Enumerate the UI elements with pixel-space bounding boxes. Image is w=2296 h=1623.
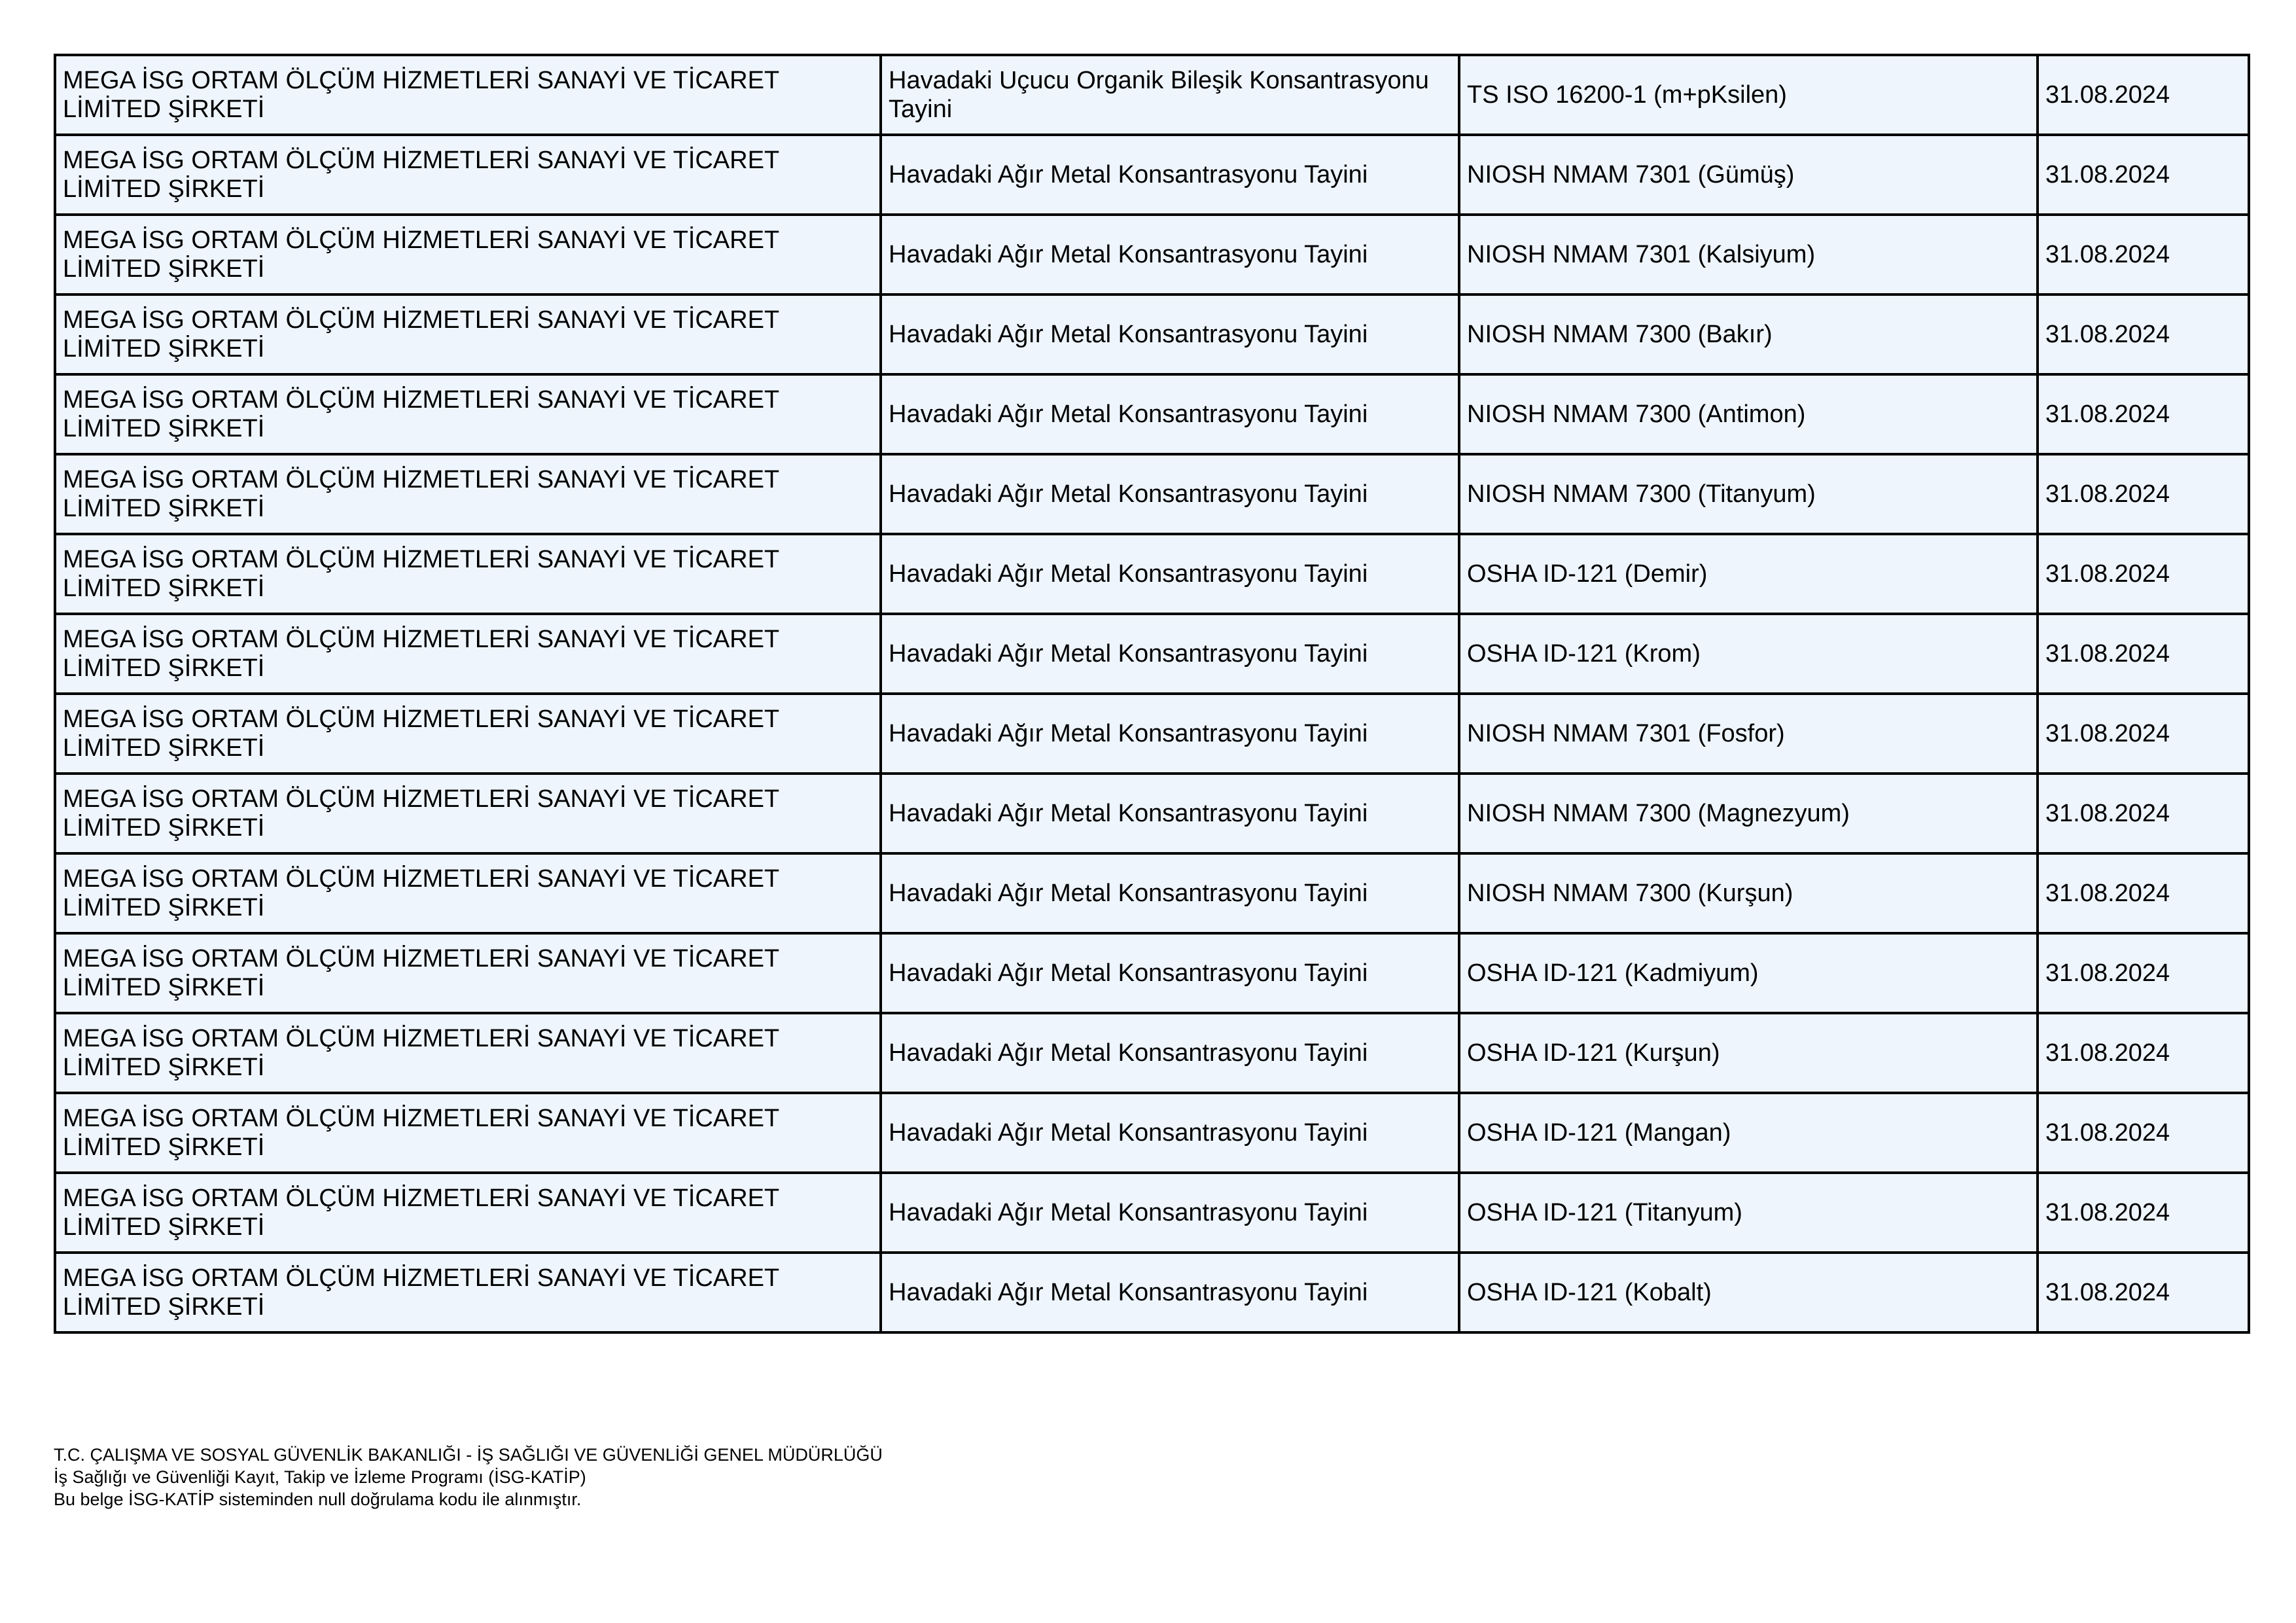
analysis-cell: Havadaki Ağır Metal Konsantrasyonu Tayini bbox=[881, 534, 1459, 614]
table-row bbox=[55, 55, 2249, 135]
firm-cell: MEGA İSG ORTAM ÖLÇÜM HİZMETLERİ SANAYİ VE TİCARET LİMİTED ŞİRKETİ bbox=[55, 853, 881, 933]
firm-cell: MEGA İSG ORTAM ÖLÇÜM HİZMETLERİ SANAYİ VE TİCARET LİMİTED ŞİRKETİ bbox=[55, 694, 881, 774]
analysis-cell: Havadaki Ağır Metal Konsantrasyonu Tayini bbox=[881, 215, 1459, 294]
table-row bbox=[55, 215, 2249, 294]
date-cell: 31.08.2024 bbox=[2038, 55, 2249, 135]
method-cell: OSHA ID-121 (Kurşun) bbox=[1459, 1013, 2038, 1093]
footer-verification-line: Bu belge İSG-KATİP sisteminden null doğrulama kodu ile alınmıştır. bbox=[54, 1489, 582, 1509]
date-cell: 31.08.2024 bbox=[2038, 1093, 2249, 1173]
analysis-cell: Havadaki Ağır Metal Konsantrasyonu Tayini bbox=[881, 1093, 1459, 1173]
table-row bbox=[55, 534, 2249, 614]
method-cell: OSHA ID-121 (Kobalt) bbox=[1459, 1253, 2038, 1332]
firm-cell: MEGA İSG ORTAM ÖLÇÜM HİZMETLERİ SANAYİ VE TİCARET LİMİTED ŞİRKETİ bbox=[55, 534, 881, 614]
date-cell: 31.08.2024 bbox=[2038, 933, 2249, 1013]
date-cell: 31.08.2024 bbox=[2038, 774, 2249, 853]
firm-cell: MEGA İSG ORTAM ÖLÇÜM HİZMETLERİ SANAYİ VE TİCARET LİMİTED ŞİRKETİ bbox=[55, 614, 881, 694]
table-row bbox=[55, 135, 2249, 215]
firm-cell: MEGA İSG ORTAM ÖLÇÜM HİZMETLERİ SANAYİ VE TİCARET LİMİTED ŞİRKETİ bbox=[55, 1093, 881, 1173]
table-row bbox=[55, 853, 2249, 933]
table-row bbox=[55, 294, 2249, 374]
table-row bbox=[55, 1013, 2249, 1093]
footer-ministry-line: T.C. ÇALIŞMA VE SOSYAL GÜVENLİK BAKANLIĞI - İŞ SAĞLIĞI VE GÜVENLİĞİ GENEL MÜDÜRLÜĞÜ bbox=[54, 1445, 883, 1465]
analysis-cell: Havadaki Uçucu Organik Bileşik Konsantrasyonu Tayini bbox=[881, 55, 1459, 135]
analysis-cell: Havadaki Ağır Metal Konsantrasyonu Tayini bbox=[881, 853, 1459, 933]
table-body bbox=[55, 55, 2249, 1332]
firm-cell: MEGA İSG ORTAM ÖLÇÜM HİZMETLERİ SANAYİ VE TİCARET LİMİTED ŞİRKETİ bbox=[55, 215, 881, 294]
firm-cell: MEGA İSG ORTAM ÖLÇÜM HİZMETLERİ SANAYİ VE TİCARET LİMİTED ŞİRKETİ bbox=[55, 454, 881, 534]
date-cell: 31.08.2024 bbox=[2038, 614, 2249, 694]
table-row bbox=[55, 374, 2249, 454]
method-cell: OSHA ID-121 (Krom) bbox=[1459, 614, 2038, 694]
date-cell: 31.08.2024 bbox=[2038, 374, 2249, 454]
firm-cell: MEGA İSG ORTAM ÖLÇÜM HİZMETLERİ SANAYİ VE TİCARET LİMİTED ŞİRKETİ bbox=[55, 1253, 881, 1332]
firm-cell: MEGA İSG ORTAM ÖLÇÜM HİZMETLERİ SANAYİ VE TİCARET LİMİTED ŞİRKETİ bbox=[55, 1013, 881, 1093]
analysis-cell: Havadaki Ağır Metal Konsantrasyonu Tayini bbox=[881, 1173, 1459, 1253]
firm-cell: MEGA İSG ORTAM ÖLÇÜM HİZMETLERİ SANAYİ VE TİCARET LİMİTED ŞİRKETİ bbox=[55, 55, 881, 135]
document-footer bbox=[54, 1444, 2213, 1510]
table-row bbox=[55, 614, 2249, 694]
analysis-cell: Havadaki Ağır Metal Konsantrasyonu Tayini bbox=[881, 1253, 1459, 1332]
footer-program-line: İş Sağlığı ve Güvenliği Kayıt, Takip ve İzleme Programı (İSG-KATİP) bbox=[54, 1467, 586, 1487]
date-cell: 31.08.2024 bbox=[2038, 694, 2249, 774]
date-cell: 31.08.2024 bbox=[2038, 135, 2249, 215]
method-cell: NIOSH NMAM 7300 (Titanyum) bbox=[1459, 454, 2038, 534]
analysis-cell: Havadaki Ağır Metal Konsantrasyonu Tayini bbox=[881, 1013, 1459, 1093]
firm-cell: MEGA İSG ORTAM ÖLÇÜM HİZMETLERİ SANAYİ VE TİCARET LİMİTED ŞİRKETİ bbox=[55, 774, 881, 853]
method-cell: NIOSH NMAM 7300 (Antimon) bbox=[1459, 374, 2038, 454]
analysis-cell: Havadaki Ağır Metal Konsantrasyonu Tayini bbox=[881, 614, 1459, 694]
analysis-cell: Havadaki Ağır Metal Konsantrasyonu Tayini bbox=[881, 933, 1459, 1013]
firm-cell: MEGA İSG ORTAM ÖLÇÜM HİZMETLERİ SANAYİ VE TİCARET LİMİTED ŞİRKETİ bbox=[55, 135, 881, 215]
analysis-cell: Havadaki Ağır Metal Konsantrasyonu Tayini bbox=[881, 135, 1459, 215]
method-cell: NIOSH NMAM 7300 (Kurşun) bbox=[1459, 853, 2038, 933]
analysis-cell: Havadaki Ağır Metal Konsantrasyonu Tayini bbox=[881, 374, 1459, 454]
method-cell: NIOSH NMAM 7300 (Bakır) bbox=[1459, 294, 2038, 374]
firm-cell: MEGA İSG ORTAM ÖLÇÜM HİZMETLERİ SANAYİ VE TİCARET LİMİTED ŞİRKETİ bbox=[55, 1173, 881, 1253]
table-row bbox=[55, 454, 2249, 534]
method-cell: NIOSH NMAM 7301 (Fosfor) bbox=[1459, 694, 2038, 774]
date-cell: 31.08.2024 bbox=[2038, 853, 2249, 933]
method-cell: OSHA ID-121 (Demir) bbox=[1459, 534, 2038, 614]
date-cell: 31.08.2024 bbox=[2038, 454, 2249, 534]
method-cell: OSHA ID-121 (Titanyum) bbox=[1459, 1173, 2038, 1253]
method-cell: NIOSH NMAM 7301 (Gümüş) bbox=[1459, 135, 2038, 215]
date-cell: 31.08.2024 bbox=[2038, 534, 2249, 614]
date-cell: 31.08.2024 bbox=[2038, 215, 2249, 294]
method-cell: NIOSH NMAM 7301 (Kalsiyum) bbox=[1459, 215, 2038, 294]
table-row bbox=[55, 1093, 2249, 1173]
method-cell: OSHA ID-121 (Mangan) bbox=[1459, 1093, 2038, 1173]
date-cell: 31.08.2024 bbox=[2038, 294, 2249, 374]
date-cell: 31.08.2024 bbox=[2038, 1173, 2249, 1253]
date-cell: 31.08.2024 bbox=[2038, 1013, 2249, 1093]
analysis-cell: Havadaki Ağır Metal Konsantrasyonu Tayini bbox=[881, 454, 1459, 534]
analysis-cell: Havadaki Ağır Metal Konsantrasyonu Tayini bbox=[881, 294, 1459, 374]
method-cell: NIOSH NMAM 7300 (Magnezyum) bbox=[1459, 774, 2038, 853]
analysis-cell: Havadaki Ağır Metal Konsantrasyonu Tayini bbox=[881, 694, 1459, 774]
table-row bbox=[55, 694, 2249, 774]
method-cell: OSHA ID-121 (Kadmiyum) bbox=[1459, 933, 2038, 1013]
measurement-methods-table bbox=[54, 54, 2250, 1334]
table-row bbox=[55, 933, 2249, 1013]
firm-cell: MEGA İSG ORTAM ÖLÇÜM HİZMETLERİ SANAYİ VE TİCARET LİMİTED ŞİRKETİ bbox=[55, 374, 881, 454]
table-row bbox=[55, 1253, 2249, 1332]
method-cell: TS ISO 16200-1 (m+pKsilen) bbox=[1459, 55, 2038, 135]
table-row bbox=[55, 1173, 2249, 1253]
date-cell: 31.08.2024 bbox=[2038, 1253, 2249, 1332]
analysis-cell: Havadaki Ağır Metal Konsantrasyonu Tayini bbox=[881, 774, 1459, 853]
firm-cell: MEGA İSG ORTAM ÖLÇÜM HİZMETLERİ SANAYİ VE TİCARET LİMİTED ŞİRKETİ bbox=[55, 933, 881, 1013]
firm-cell: MEGA İSG ORTAM ÖLÇÜM HİZMETLERİ SANAYİ VE TİCARET LİMİTED ŞİRKETİ bbox=[55, 294, 881, 374]
table-row bbox=[55, 774, 2249, 853]
